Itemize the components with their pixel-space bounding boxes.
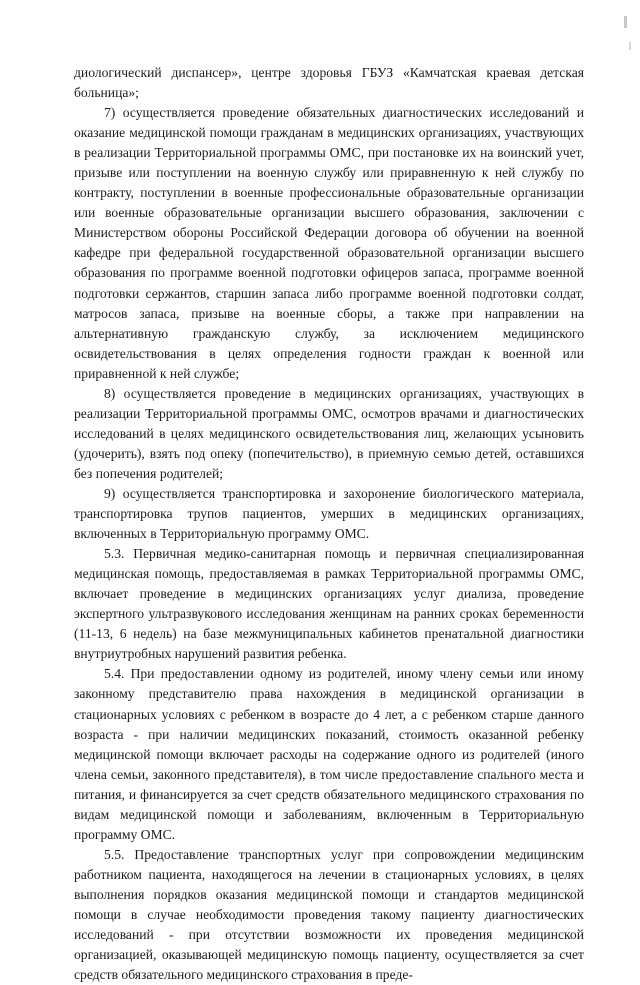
scan-mark: [629, 42, 631, 50]
paragraph-continuation: диологический диспансер», центре здоровья ГБУЗ «Камчатская краевая детская больница»;: [74, 65, 584, 101]
paragraph-item-8: 8) осуществляется проведение в медицинских организациях, участвующих в реализации Территориальной программы ОМС, осмотров врачами и диагностических исследований в целях медицинского освидетельствования лиц, желающих усыновить (удочерить), взять под опеку (попечительство), в приемную семью детей, оставшихся без попечения родителей;: [74, 385, 584, 481]
paragraph-item-7: 7) осуществляется проведение обязательных диагностических исследований и оказание медицинской помощи гражданам в медицинских организациях, участвующих в реализации Территориальной программы ОМС, при постановке их на воинский учет, призыве или поступлении на военную службу или приравненную к ней службу по контракту, поступлении в военные профессиональные образовательные организации или военные образовательные организации высшего образования, заключении с Министерством обороны Российской Федерации договора об обучении на военной кафедре при федеральной государственной образовательной организации высшего образования по программе военной подготовки офицеров запаса, программе военной подготовки сержантов, старшин запаса либо программе военной подготовки солдат, матросов запаса, призыве на военные сборы, а также при направлении на альтернативную гражданскую службу, за исключением медицинского освидетельствования в целях определения годности граждан к военной или приравненной к ней службе;: [74, 105, 584, 381]
scan-mark: [624, 16, 627, 28]
document-body: [74, 63, 584, 985]
paragraph-item-9: 9) осуществляется транспортировка и захоронение биологического материала, транспортировка трупов пациентов, умерших в медицинских организациях, включенных в Территориальную программу ОМС.: [74, 485, 584, 542]
paragraph-5-3: 5.3. Первичная медико-санитарная помощь и первичная специализированная медицинская помощь, предоставляемая в рамках Территориальной программы ОМС, включает проведение в медицинских организациях услуг диализа, проведение экспертного ультразвукового исследования женщинам на ранних сроках беременности (11-13, 6 недель) на базе межмуниципальных кабинетов пренатальной диагностики внутриутробных нарушений развития ребенка.: [74, 546, 584, 662]
paragraph-5-5: 5.5. Предоставление транспортных услуг при сопровождении медицинским работником пациента, находящегося на лечении в стационарных условиях, в целях выполнения порядков оказания медицинской помощи и стандартов медицинской помощи в случае необходимости проведения такому пациенту диагностических исследований - при отсутствии возможности их проведения медицинской организацией, оказывающей медицинскую помощь пациенту, осуществляется за счет средств обязательного медицинского страхования в преде-: [74, 846, 584, 983]
paragraph-5-4: 5.4. При предоставлении одному из родителей, иному члену семьи или иному законному представителю права нахождения в медицинской организации в стационарных условиях с ребенком в возрасте до 4 лет, а с ребенком старше данного возраста - при наличии медицинских показаний, стоимость оказанной ребенку медицинской помощи включает расходы на содержание одного из родителей (иного члена семьи, законного представителя), в том числе предоставление спального места и питания, и финансируется за счет средств обязательного медицинского страхования по видам медицинской помощи и заболеваниям, включенным в Территориальную программу ОМС.: [74, 666, 584, 842]
